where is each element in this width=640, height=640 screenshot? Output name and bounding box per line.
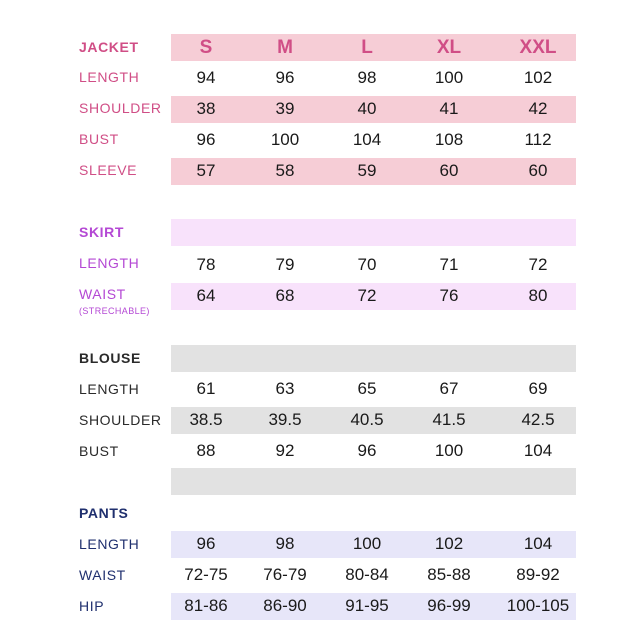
pants-cell: 85-88 bbox=[427, 565, 471, 584]
pants-cell: 91-95 bbox=[345, 596, 389, 615]
pants-row-label: WAIST bbox=[79, 567, 126, 583]
pants-row-label: LENGTH bbox=[79, 536, 140, 552]
pants-cell: 96-99 bbox=[427, 596, 471, 615]
jacket-row-label: BUST bbox=[79, 131, 119, 147]
blouse-title: BLOUSE bbox=[79, 350, 141, 366]
pants-cell: 102 bbox=[434, 534, 464, 553]
blouse-cell: 61 bbox=[196, 379, 216, 398]
skirt-cell: 72 bbox=[528, 255, 548, 274]
jacket-cell: 41 bbox=[439, 99, 459, 118]
blouse-cell: 42.5 bbox=[521, 410, 555, 429]
skirt-row-note: (STRECHABLE) bbox=[79, 306, 150, 316]
pants-cell: 96 bbox=[196, 534, 216, 553]
jacket-cell: 60 bbox=[528, 161, 548, 180]
jacket-cell: 98 bbox=[357, 68, 377, 87]
blouse-cell: 40.5 bbox=[350, 410, 384, 429]
blouse-cell: 96 bbox=[357, 441, 377, 460]
skirt-cell: 68 bbox=[275, 286, 295, 305]
blouse-cell: 92 bbox=[275, 441, 295, 460]
jacket-row-label: SHOULDER bbox=[79, 100, 162, 116]
pants-cell: 76-79 bbox=[263, 565, 307, 584]
jacket-cell: 39 bbox=[275, 99, 295, 118]
pants-cell: 89-92 bbox=[516, 565, 560, 584]
blouse-cell: 65 bbox=[357, 379, 377, 398]
size-header-l: L bbox=[361, 37, 373, 58]
blouse-row-label: BUST bbox=[79, 443, 119, 459]
size-header-m: M bbox=[277, 37, 293, 58]
jacket-cell: 100 bbox=[270, 130, 300, 149]
skirt-cell: 70 bbox=[357, 255, 377, 274]
blouse-footer-band bbox=[171, 468, 576, 495]
blouse-cell: 67 bbox=[439, 379, 459, 398]
jacket-cell: 94 bbox=[196, 68, 216, 87]
jacket-title: JACKET bbox=[79, 39, 139, 55]
skirt-row-label: LENGTH bbox=[79, 255, 140, 271]
pants-cell: 98 bbox=[275, 534, 295, 553]
blouse-cell: 39.5 bbox=[268, 410, 302, 429]
blouse-cell: 100 bbox=[434, 441, 464, 460]
jacket-cell: 96 bbox=[196, 130, 216, 149]
skirt-cell: 64 bbox=[196, 286, 216, 305]
size-header-s: S bbox=[199, 37, 213, 58]
pants-cell: 104 bbox=[523, 534, 553, 553]
blouse-row-label: LENGTH bbox=[79, 381, 140, 397]
jacket-cell: 104 bbox=[352, 130, 382, 149]
jacket-cell: 40 bbox=[357, 99, 377, 118]
skirt-cell: 71 bbox=[439, 255, 459, 274]
skirt-header-band bbox=[171, 219, 576, 246]
jacket-cell: 108 bbox=[434, 130, 464, 149]
jacket-cell: 58 bbox=[275, 161, 295, 180]
pants-row-label: HIP bbox=[79, 598, 105, 614]
blouse-cell: 63 bbox=[275, 379, 295, 398]
pants-cell: 100-105 bbox=[506, 596, 570, 615]
blouse-cell: 38.5 bbox=[189, 410, 223, 429]
pants-cell: 100 bbox=[352, 534, 382, 553]
skirt-row-label: WAIST bbox=[79, 286, 126, 302]
jacket-row-label: SLEEVE bbox=[79, 162, 138, 178]
skirt-cell: 72 bbox=[357, 286, 377, 305]
pants-cell: 72-75 bbox=[184, 565, 228, 584]
skirt-cell: 79 bbox=[275, 255, 295, 274]
blouse-cell: 104 bbox=[523, 441, 553, 460]
pants-cell: 81-86 bbox=[184, 596, 228, 615]
jacket-cell: 60 bbox=[439, 161, 459, 180]
skirt-cell: 76 bbox=[439, 286, 459, 305]
jacket-cell: 102 bbox=[523, 68, 553, 87]
blouse-cell: 88 bbox=[196, 441, 216, 460]
pants-cell: 86-90 bbox=[263, 596, 307, 615]
jacket-cell: 57 bbox=[196, 161, 216, 180]
skirt-title: SKIRT bbox=[79, 224, 124, 240]
jacket-cell: 42 bbox=[528, 99, 548, 118]
jacket-cell: 112 bbox=[524, 130, 552, 149]
jacket-cell: 100 bbox=[434, 68, 464, 87]
blouse-cell: 69 bbox=[528, 379, 548, 398]
size-header-xl: XL bbox=[436, 37, 462, 58]
jacket-cell: 38 bbox=[196, 99, 216, 118]
pants-cell: 80-84 bbox=[345, 565, 389, 584]
skirt-cell: 78 bbox=[196, 255, 216, 274]
blouse-cell: 41.5 bbox=[432, 410, 466, 429]
jacket-cell: 59 bbox=[357, 161, 377, 180]
pants-title: PANTS bbox=[79, 505, 129, 521]
jacket-row-label: LENGTH bbox=[79, 69, 140, 85]
skirt-cell: 80 bbox=[528, 286, 548, 305]
size-header-xxl: XXL bbox=[519, 37, 557, 58]
blouse-row-label: SHOULDER bbox=[79, 412, 162, 428]
jacket-cell: 96 bbox=[275, 68, 295, 87]
blouse-header-band bbox=[171, 345, 576, 372]
